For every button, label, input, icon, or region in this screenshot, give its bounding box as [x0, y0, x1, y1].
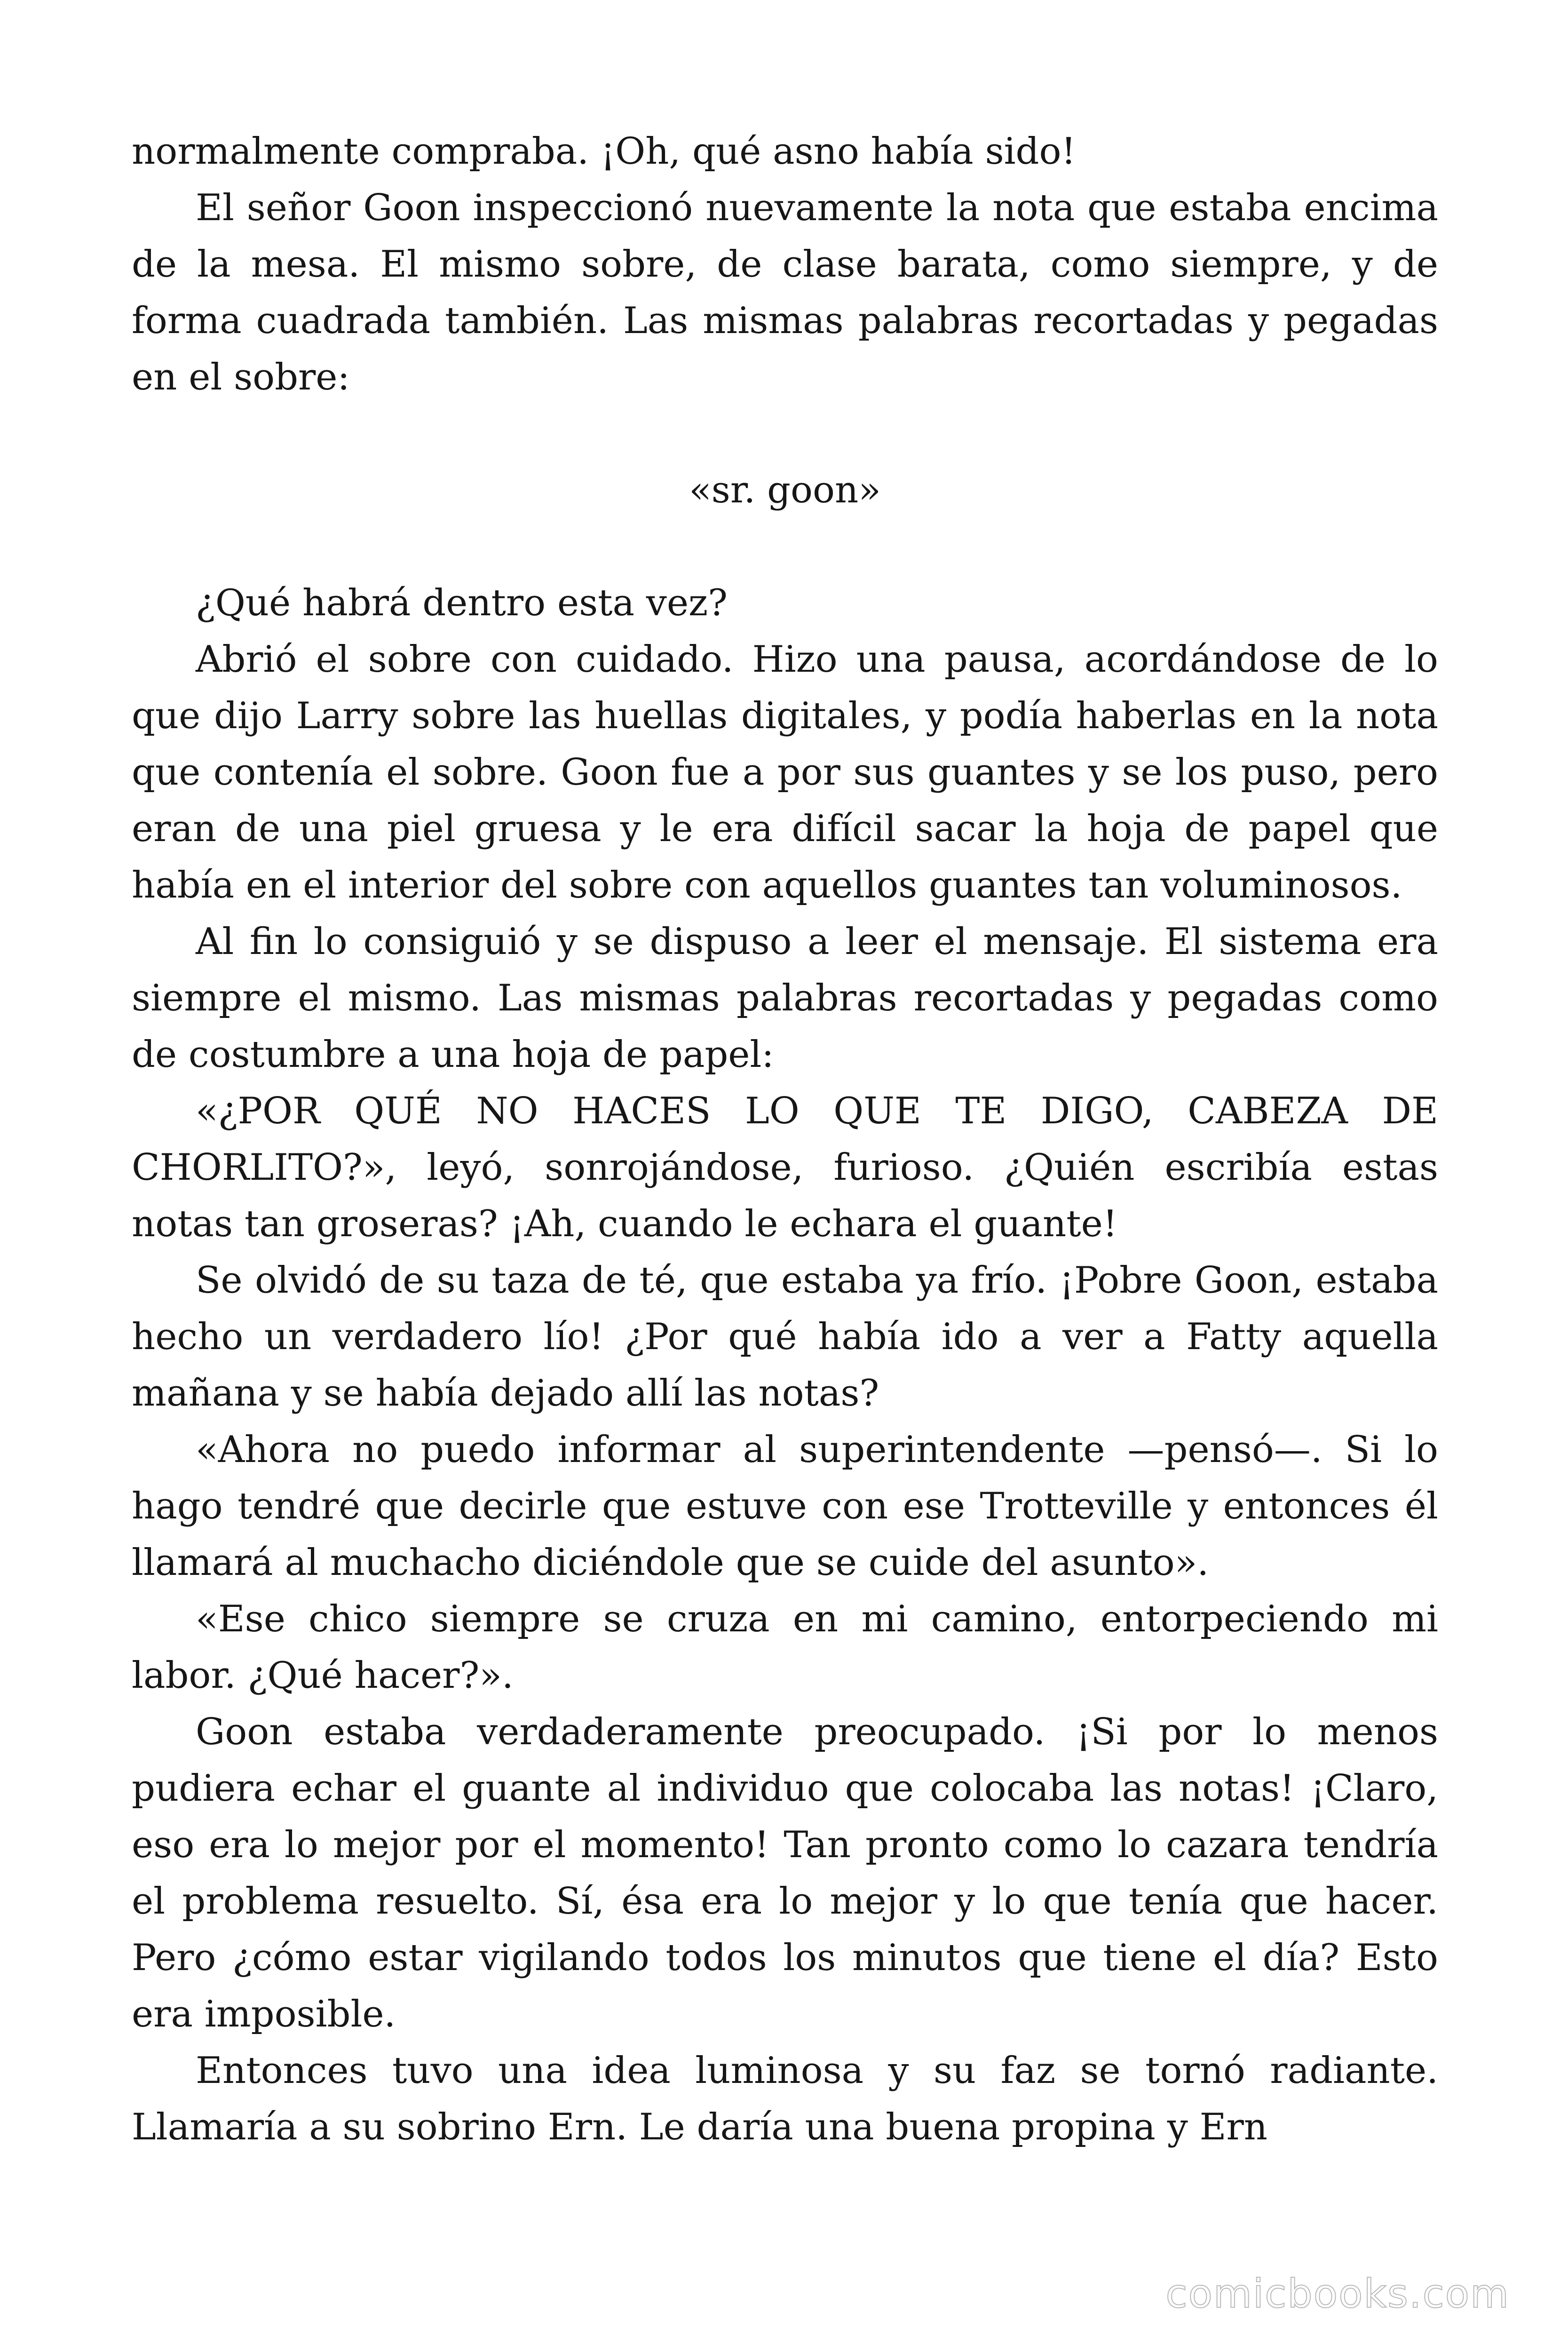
paragraph: «Ahora no puedo informar al superintendente —pensó—. Si lo hago tendré que decirle que estuve con ese Trotteville y entonces él llamará al muchacho diciéndole que se cuide del asunto».	[132, 1429, 1438, 1584]
paragraph: El señor Goon inspeccionó nuevamente la nota que estaba encima de la mesa. El mismo sobre, de clase barata, como siempre, y de forma cuadrada también. Las mismas palabras recortadas y pegadas en el sobre:	[132, 187, 1438, 398]
envelope-address: «sr. goon»	[689, 469, 881, 511]
paragraph: Al fin lo consiguió y se dispuso a leer el mensaje. El sistema era siempre el mismo. Las mismas palabras recortadas y pegadas como de costumbre a una hoja de papel:	[132, 921, 1438, 1076]
paragraph: «Ese chico siempre se cruza en mi camino, entorpeciendo mi labor. ¿Qué hacer?».	[132, 1598, 1438, 1697]
paragraph: Abrió el sobre con cuidado. Hizo una pausa, acordándose de lo que dijo Larry sobre las huellas digitales, y podía haberlas en la nota que contenía el sobre. Goon fue a por sus guantes y se los puso, pero eran de una piel gruesa y le era difícil sacar la hoja de papel que había en el interior del sobre con aquellos guantes tan voluminosos.	[132, 638, 1438, 906]
page-body-text	[132, 123, 1438, 2155]
paragraph: ¿Qué habrá dentro esta vez?	[196, 582, 728, 624]
paragraph: Se olvidó de su taza de té, que estaba ya frío. ¡Pobre Goon, estaba hecho un verdadero lío! ¿Por qué había ido a ver a Fatty aquella mañana y se había dejado allí las notas?	[132, 1259, 1438, 1414]
paragraph-continuation: normalmente compraba. ¡Oh, qué asno había sido!	[132, 130, 1076, 173]
paragraph: Entonces tuvo una idea luminosa y su faz se tornó radiante. Llamaría a su sobrino Ern. Le daría una buena propina y Ern	[132, 2050, 1438, 2148]
paragraph: «¿POR QUÉ NO HACES LO QUE TE DIGO, CABEZA DE CHORLITO?», leyó, sonrojándose, furioso. ¿Quién escribía estas notas tan groseras? ¡Ah, cuando le echara el guante!	[132, 1090, 1438, 1245]
site-watermark: comicbooks.com	[1165, 2271, 1510, 2317]
paragraph: Goon estaba verdaderamente preocupado. ¡Si por lo menos pudiera echar el guante al individuo que colocaba las notas! ¡Claro, eso era lo mejor por el momento! Tan pronto como lo cazara tendría el problema resuelto. Sí, ésa era lo mejor y lo que tenía que hacer. Pero ¿cómo estar vigilando todos los minutos que tiene el día? Esto era imposible.	[132, 1711, 1438, 2035]
